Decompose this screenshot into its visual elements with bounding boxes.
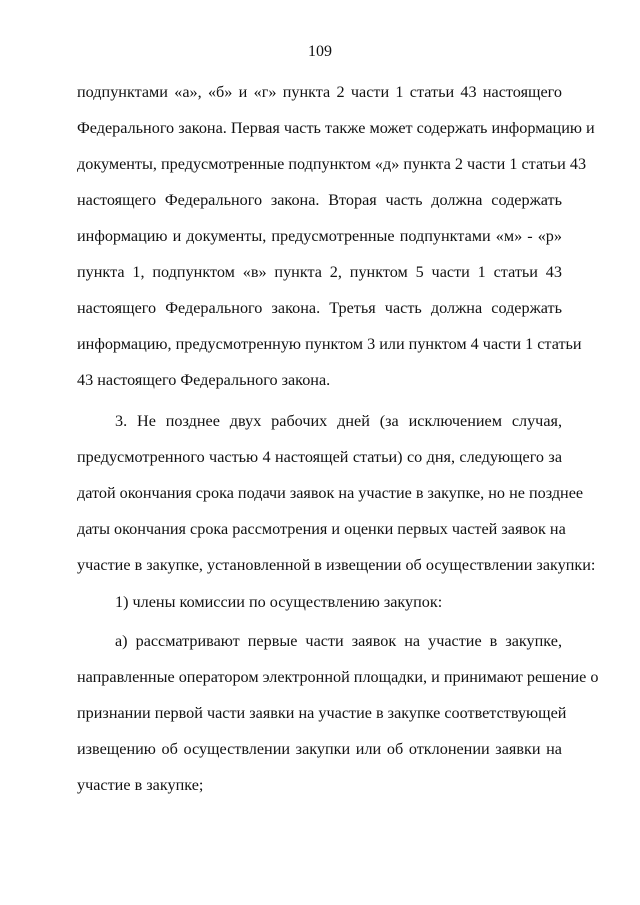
text-line: информацию, предусмотренную пунктом 3 или пунктом 4 части 1 статьи — [77, 335, 582, 353]
subitem-a-first-line: а) рассматривают первые части заявок на участие в закупке, — [115, 632, 562, 650]
item-1-line: 1) члены комиссии по осуществлению закупок: — [115, 593, 443, 611]
text-line: подпунктами «а», «б» и «г» пункта 2 части 1 статьи 43 настоящего — [77, 83, 562, 101]
text-line: участие в закупке, установленной в извещении об осуществлении закупки: — [77, 556, 596, 574]
text-line: даты окончания срока рассмотрения и оценки первых частей заявок на — [77, 520, 566, 538]
text-line: 43 настоящего Федерального закона. — [77, 371, 331, 389]
text-line: извещению об осуществлении закупки или об отклонении заявки на — [77, 740, 562, 758]
text-line: информацию и документы, предусмотренные подпунктами «м» - «р» — [77, 227, 562, 245]
text-line: настоящего Федерального закона. Вторая часть должна содержать — [77, 191, 562, 209]
text-line: предусмотренного частью 4 настоящей статьи) со дня, следующего за — [77, 448, 562, 466]
text-line: документы, предусмотренные подпунктом «д» пункта 2 части 1 статьи 43 — [77, 155, 587, 173]
text-line: участие в закупке; — [77, 776, 204, 794]
text-line: направленные оператором электронной площадки, и принимают решение о — [77, 668, 599, 686]
paragraph-3-first-line: 3. Не позднее двух рабочих дней (за исключением случая, — [115, 412, 562, 430]
text-line: пункта 1, подпунктом «в» пункта 2, пунктом 5 части 1 статьи 43 — [77, 263, 562, 281]
page-number: 109 — [308, 43, 332, 60]
text-line: настоящего Федерального закона. Третья часть должна содержать — [77, 299, 562, 317]
text-line: Федерального закона. Первая часть также может содержать информацию и — [77, 119, 595, 137]
text-line: признании первой части заявки на участие в закупке соответствующей — [77, 704, 567, 722]
text-line: датой окончания срока подачи заявок на участие в закупке, но не позднее — [77, 484, 584, 502]
